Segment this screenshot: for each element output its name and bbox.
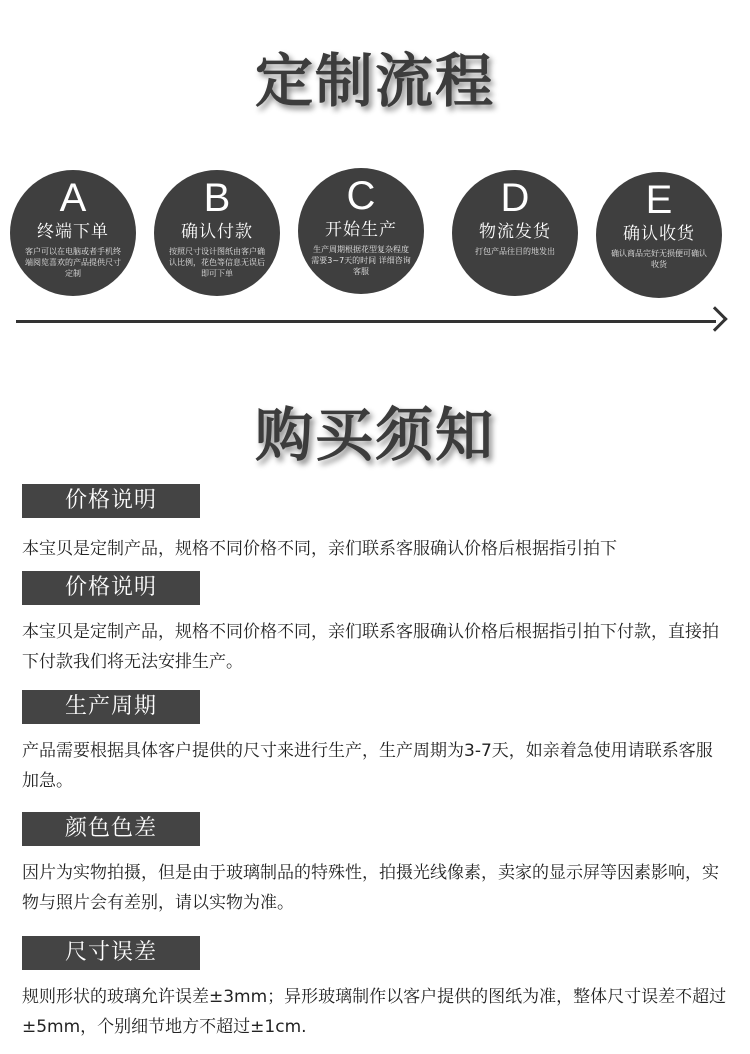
process-title: 定制流程 (254, 47, 495, 115)
section-text-color: 因片为实物拍摄，但是由于玻璃制品的特殊性，拍摄光线像素，卖家的显示屏等因素影响，实物与照片会有差别，请以实物为准。 (22, 863, 719, 913)
section-heading-price-2: 价格说明 (22, 571, 200, 605)
step-desc: 打包产品往目的地发出 (475, 247, 555, 256)
step-name: 终端下单 (37, 222, 109, 242)
step-b (154, 170, 280, 296)
step-name: 开始生产 (325, 220, 397, 240)
step-a (10, 170, 136, 296)
step-letter: A (59, 176, 87, 220)
section-heading-size: 尺寸误差 (22, 936, 200, 970)
step-letter: E (645, 178, 673, 222)
step-e (596, 172, 722, 298)
step-d (452, 170, 578, 296)
process-arrow-line (16, 320, 716, 323)
process-steps (0, 170, 750, 300)
step-desc: 确认商品完好无损便可确认收货 (611, 249, 707, 269)
section-text-price-1: 本宝贝是定制产品，规格不同价格不同，亲们联系客服确认价格后根据指引拍下 (22, 539, 617, 558)
section-text-price-2: 本宝贝是定制产品，规格不同价格不同，亲们联系客服确认价格后根据指引拍下付款，直接拍下付款我们将无法安排生产。 (22, 622, 719, 672)
step-desc: 按照尺寸设计图纸由客户确认比例，花色等信息无误后即可下单 (169, 247, 265, 278)
step-c (298, 168, 424, 294)
section-heading-production: 生产周期 (22, 690, 200, 724)
step-letter: D (500, 176, 530, 220)
step-letter: B (203, 176, 231, 220)
step-name: 物流发货 (479, 222, 551, 242)
step-letter: C (346, 174, 376, 218)
notice-title: 购买须知 (254, 401, 495, 469)
section-heading-price-1: 价格说明 (22, 484, 200, 518)
step-desc: 客户可以在电脑或者手机终端阅览喜欢的产品提供尺寸定制 (25, 247, 121, 278)
step-desc: 生产周期根据花型复杂程度需要3~7天的时间 详细咨询客服 (311, 245, 411, 276)
arrow-right-icon (702, 306, 727, 331)
section-text-production: 产品需要根据具体客户提供的尺寸来进行生产，生产周期为3-7天，如亲着急使用请联系客服加急。 (22, 741, 713, 791)
section-heading-color: 颜色色差 (22, 812, 200, 846)
step-name: 确认收货 (623, 224, 695, 244)
step-name: 确认付款 (181, 222, 253, 242)
section-text-size: 规则形状的玻璃允许误差±3mm；异形玻璃制作以客户提供的图纸为准，整体尺寸误差不超过±5mm，个别细节地方不超过±1cm. (22, 987, 727, 1037)
